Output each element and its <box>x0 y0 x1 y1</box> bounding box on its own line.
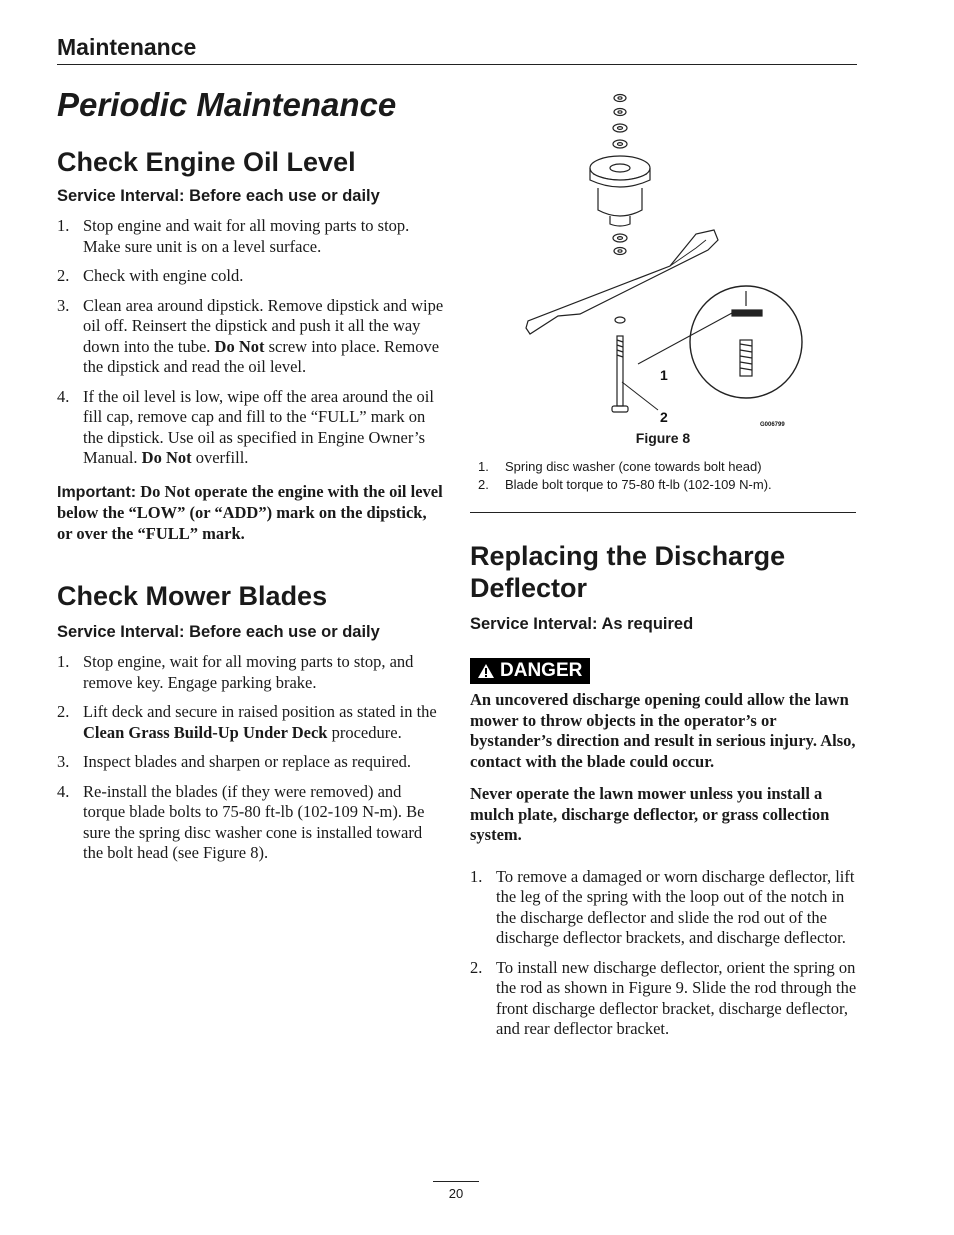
step-number: 2. <box>57 266 70 285</box>
step-text: overfill. <box>191 448 249 467</box>
oil-service-interval: Service Interval: Before each use or daily <box>57 187 380 205</box>
step-number: 2. <box>470 957 483 977</box>
step-emphasis: Clean Grass Build-Up Under Deck <box>83 722 328 742</box>
step-number: 3. <box>57 295 70 315</box>
step-text: Inspect blades and sharpen or replace as required. <box>83 752 412 771</box>
figure-notes <box>478 458 772 494</box>
blades-step <box>57 782 445 864</box>
deflector-step <box>470 958 860 1040</box>
blades-service-interval: Service Interval: Before each use or daily <box>57 623 380 641</box>
step-text: To install new discharge deflector, orient the spring on the rod as shown in Figure 9. Slide the rod through the front discharge deflector bracket, discharge deflector, and rear deflector bracket. <box>496 957 857 1038</box>
step-number: 4. <box>57 781 70 801</box>
left-column <box>57 146 445 873</box>
step-text: Stop engine and wait for all moving parts to stop. Make sure unit is on a level surface. <box>83 216 410 256</box>
spring-disc-washer <box>615 317 625 323</box>
deflector-step <box>470 867 860 949</box>
blades-steps <box>57 652 445 864</box>
step-text: Check with engine cold. <box>83 266 244 285</box>
section-divider <box>470 512 856 513</box>
deflector-heading-line2: Deflector <box>470 573 588 603</box>
step-text: If the oil level is low, wipe off the area around the oil fill cap, remove cap and fill to the “FULL” mark on the dipstick. Use oil as specified in Engine Owner’s Manual. <box>83 386 434 467</box>
danger-label: DANGER <box>500 660 583 681</box>
warning-triangle-icon <box>477 663 495 679</box>
deflector-steps <box>470 867 860 1040</box>
oil-step <box>57 387 445 469</box>
note-number: 1. <box>478 459 489 474</box>
danger-text: An uncovered discharge opening could allow the lawn mower to throw objects in the operator’s or bystander’s direction and result in serious injury. Also, contact with the blade could occur. <box>470 690 856 771</box>
important-note <box>57 482 445 545</box>
blades-step <box>57 752 445 773</box>
page-number: 20 <box>448 1186 464 1201</box>
step-text: Clean area around dipstick. Remove dipstick and wipe oil off. Reinsert the dipstick and push it all the way down into the tube. <box>83 295 444 356</box>
step-text: Re-install the blades (if they were removed) and torque blade bolts to 75-80 ft-lb (102-109 N-m). Be sure the spring disc washer cone is installed toward the bolt head (see Figure 8). <box>83 781 425 862</box>
callout-2: 2 <box>660 409 668 425</box>
header-divider <box>57 64 857 65</box>
blade-bolt <box>612 336 628 412</box>
step-number: 4. <box>57 386 70 406</box>
note-text: Blade bolt torque to 75-80 ft-lb (102-109 N-m). <box>505 477 772 492</box>
blades-step <box>57 652 445 693</box>
deflector-heading <box>470 540 860 604</box>
step-text: Stop engine, wait for all moving parts to stop, and remove key. Engage parking brake. <box>83 652 414 692</box>
page-title: Periodic Maintenance <box>57 86 397 123</box>
danger-badge <box>470 658 590 684</box>
spindle-pulley <box>590 156 650 226</box>
figure-code: G006799 <box>760 422 785 428</box>
oil-step <box>57 216 445 257</box>
note-text: Spring disc washer (cone towards bolt head) <box>505 459 762 474</box>
important-text: Do Not operate the engine with the oil level below the “LOW” (or “ADD”) mark on the dipstick, or over the “FULL” mark. <box>57 481 443 543</box>
washer-stack-mid <box>613 234 627 255</box>
deflector-service-interval: Service Interval: As required <box>470 615 694 633</box>
step-number: 1. <box>57 652 70 671</box>
step-text: procedure. <box>327 722 402 742</box>
mower-blade <box>526 230 718 334</box>
blade-assembly-figure <box>470 88 856 434</box>
figure-note <box>478 458 772 476</box>
oil-step <box>57 296 445 378</box>
step-text: screw into place. Remove the dipstick and read the oil level. <box>83 336 440 376</box>
callout-1: 1 <box>660 367 668 383</box>
step-emphasis: Do Not <box>214 336 265 356</box>
oil-steps <box>57 216 445 469</box>
step-text: To remove a damaged or worn discharge deflector, lift the leg of the spring with the loop out of the notch in the discharge deflector and slide the rod out of the discharge deflector brackets, and discharge deflector. <box>496 866 855 947</box>
warning-text: Never operate the lawn mower unless you install a mulch plate, discharge deflector, or grass collection system. <box>470 784 830 844</box>
step-emphasis: Do Not <box>141 448 192 467</box>
washer-stack-top <box>613 95 627 149</box>
page-number-rule <box>433 1181 479 1182</box>
figure-caption: Figure 8 <box>635 430 691 446</box>
right-column <box>470 540 860 1049</box>
note-number: 2. <box>478 477 489 492</box>
step-number: 3. <box>57 752 70 771</box>
blades-heading: Check Mower Blades <box>57 581 328 611</box>
step-number: 1. <box>470 866 483 886</box>
step-number: 2. <box>57 702 70 721</box>
step-text: Lift deck and secure in raised position as stated in the <box>83 702 437 721</box>
oil-step <box>57 266 445 287</box>
step-number: 1. <box>57 216 70 235</box>
important-label: Important: <box>57 483 137 501</box>
figure-note <box>478 476 772 494</box>
oil-heading: Check Engine Oil Level <box>57 147 356 177</box>
section-header: Maintenance <box>57 34 197 60</box>
blades-step <box>57 702 445 743</box>
deflector-heading-line1: Replacing the Discharge <box>470 541 786 571</box>
